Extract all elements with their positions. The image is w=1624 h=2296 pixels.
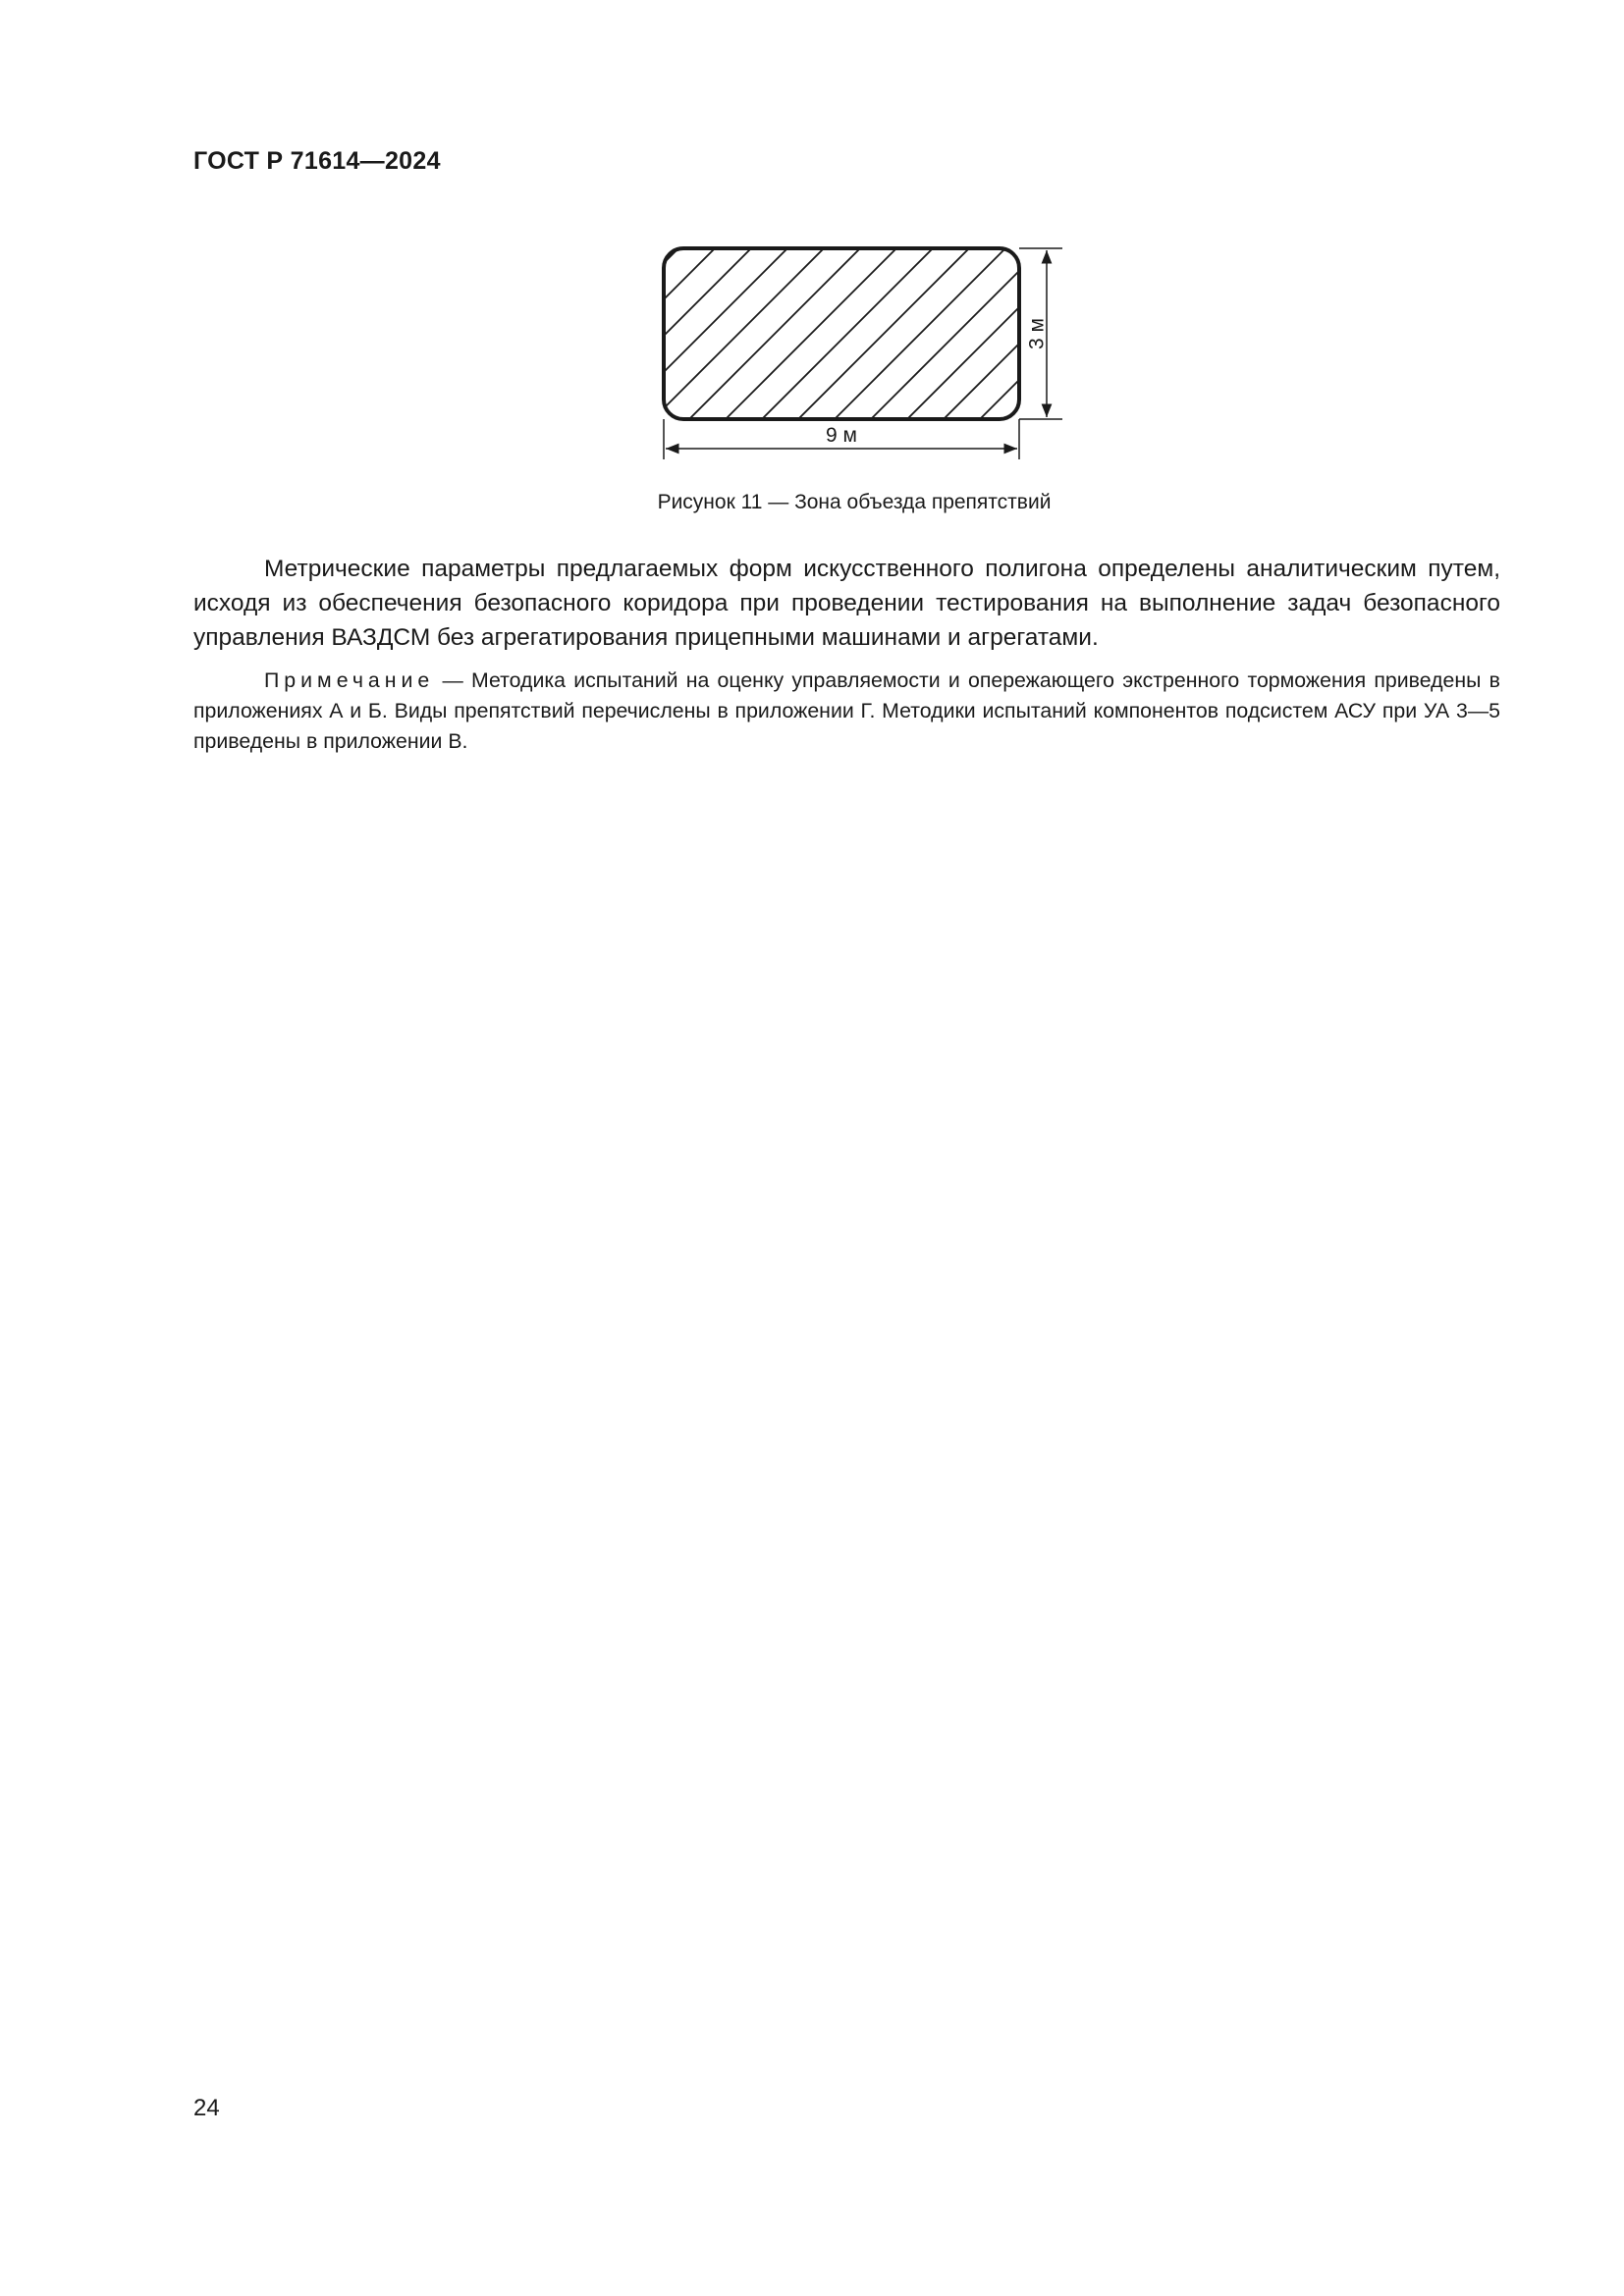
page-number: 24 xyxy=(193,2095,220,2121)
zone-hatching xyxy=(628,248,1080,419)
width-dimension-label: 9 м xyxy=(826,424,857,447)
height-dimension-label: 3 м xyxy=(1025,318,1049,349)
note-paragraph xyxy=(193,666,1500,757)
obstacle-zone-outline xyxy=(664,248,1019,419)
figure-caption: Рисунок 11 — Зона объезда препятствий xyxy=(657,491,1052,513)
body-paragraph: Метрические параметры предлагаемых форм искусственного полигона определены аналитическим путем, исходя из обеспечения безопасного коридора при проведении тестирования на выполнение задач безопасного управления ВАЗДСМ без агрегатирования прицепными машинами и агрегатами. xyxy=(193,556,1500,651)
obstacle-zone-figure xyxy=(628,232,1080,467)
note-text: — Методика испытаний на оценку управляемости и опережающего экстренного торможения приведены в приложениях А и Б. Виды препятствий перечислены в приложении Г. Методики испытаний компонентов подсистем АСУ при УА 3—5 приведены в приложении В. xyxy=(193,668,1500,753)
document-header: ГОСТ Р 71614—2024 xyxy=(193,147,441,175)
note-label: Примечание xyxy=(264,668,435,692)
